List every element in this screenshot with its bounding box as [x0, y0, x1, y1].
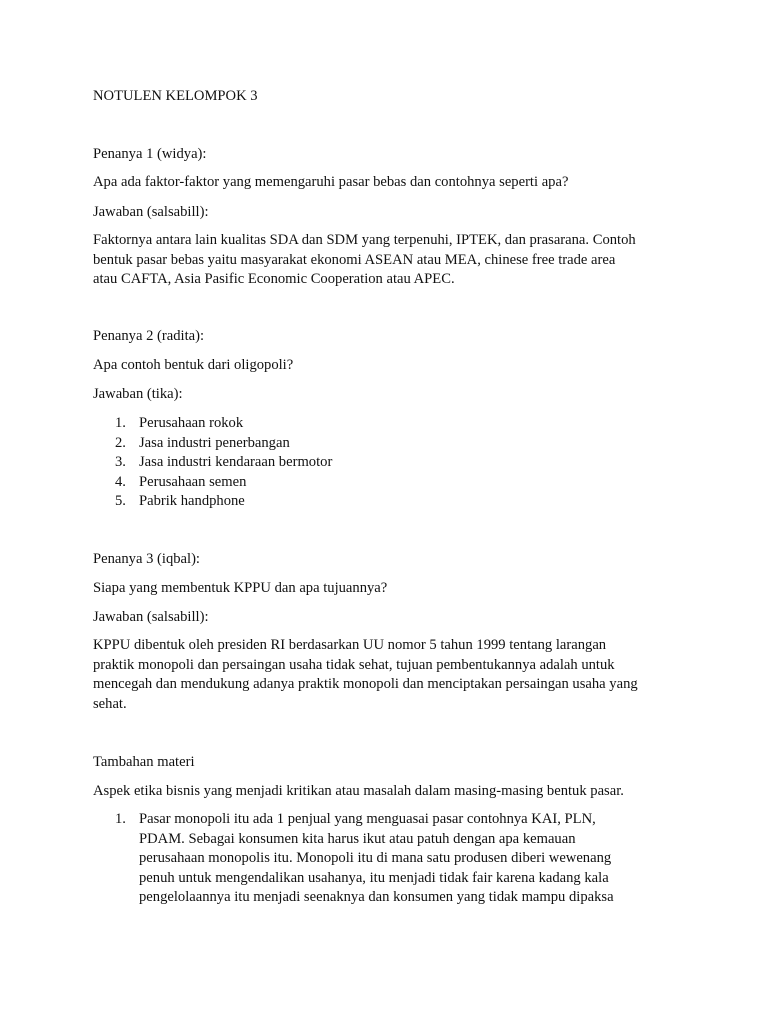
list-item [93, 434, 332, 454]
answer-3-line: mencegah dan mendukung adanya praktik monopoli dan menciptakan persaingan usaha yang [93, 676, 638, 692]
list-item-text: Pabrik handphone [139, 493, 245, 509]
answerer-3: Jawaban (salsabill): [93, 609, 209, 625]
list-item-number: 5. [115, 493, 126, 509]
tambahan-list [93, 810, 614, 908]
asker-2: Penanya 2 (radita): [93, 328, 205, 344]
list-item-line: pengelolaannya itu menjadi seenaknya dan konsumen yang tidak mampu dipaksa [139, 889, 614, 905]
list-item-line: penuh untuk mengendalikan usahanya, itu menjadi tidak fair karena kadang kala [139, 869, 609, 886]
answer-1-line: Faktornya antara lain kualitas SDA dan SDM yang terpenuhi, IPTEK, dan prasarana. Contoh [93, 232, 636, 248]
list-item [93, 453, 332, 473]
list-item [93, 492, 332, 512]
answer-1 [93, 231, 683, 290]
list-item [93, 473, 332, 493]
section-heading: Tambahan materi [93, 754, 195, 770]
list-item [93, 414, 332, 434]
list-item-text: Perusahaan semen [139, 473, 247, 490]
list-item-line: PDAM. Sebagai konsumen kita harus ikut atau patuh dengan apa kemauan [139, 830, 576, 847]
question-2: Apa contoh bentuk dari oligopoli? [93, 357, 294, 373]
list-item-text: Jasa industri penerbangan [139, 434, 290, 451]
list-item-number: 4. [115, 473, 126, 490]
answer-3-line: sehat. [93, 695, 127, 712]
section-intro: Aspek etika bisnis yang menjadi kritikan atau masalah dalam masing-masing bentuk pasar. [93, 783, 624, 799]
list-item-number: 2. [115, 434, 126, 451]
answer-1-line: atau CAFTA, Asia Pasific Economic Cooperation atau APEC. [93, 271, 455, 287]
list-item-text: Perusahaan rokok [139, 415, 244, 431]
answer-3 [93, 636, 683, 714]
list-item-text: Jasa industri kendaraan bermotor [139, 454, 333, 470]
list-item-line: Pasar monopoli itu ada 1 penjual yang menguasai pasar contohnya KAI, PLN, [139, 811, 596, 827]
list-item-number: 1. [115, 415, 126, 431]
list-item-line: perusahaan monopolis itu. Monopoli itu di mana satu produsen diberi wewenang [139, 850, 612, 866]
list-item [93, 810, 614, 908]
answerer-1: Jawaban (salsabill): [93, 204, 209, 220]
list-item-number: 3. [115, 454, 126, 470]
answer-3-line: KPPU dibentuk oleh presiden RI berdasarkan UU nomor 5 tahun 1999 tentang larangan [93, 637, 607, 653]
question-1: Apa ada faktor-faktor yang memengaruhi pasar bebas dan contohnya seperti apa? [93, 174, 569, 190]
asker-1: Penanya 1 (widya): [93, 146, 207, 162]
answer-1-line: bentuk pasar bebas yaitu masyarakat ekonomi ASEAN atau MEA, chinese free trade area [93, 251, 616, 268]
answerer-2: Jawaban (tika): [93, 386, 183, 402]
list-item-number: 1. [115, 811, 126, 827]
answer-3-line: praktik monopoli dan persaingan usaha tidak sehat, tujuan pembentukannya adalah untuk [93, 656, 615, 673]
document-title: NOTULEN KELOMPOK 3 [93, 88, 258, 104]
asker-3: Penanya 3 (iqbal): [93, 551, 200, 567]
answer-2-list [93, 414, 332, 512]
question-3: Siapa yang membentuk KPPU dan apa tujuannya? [93, 580, 388, 596]
